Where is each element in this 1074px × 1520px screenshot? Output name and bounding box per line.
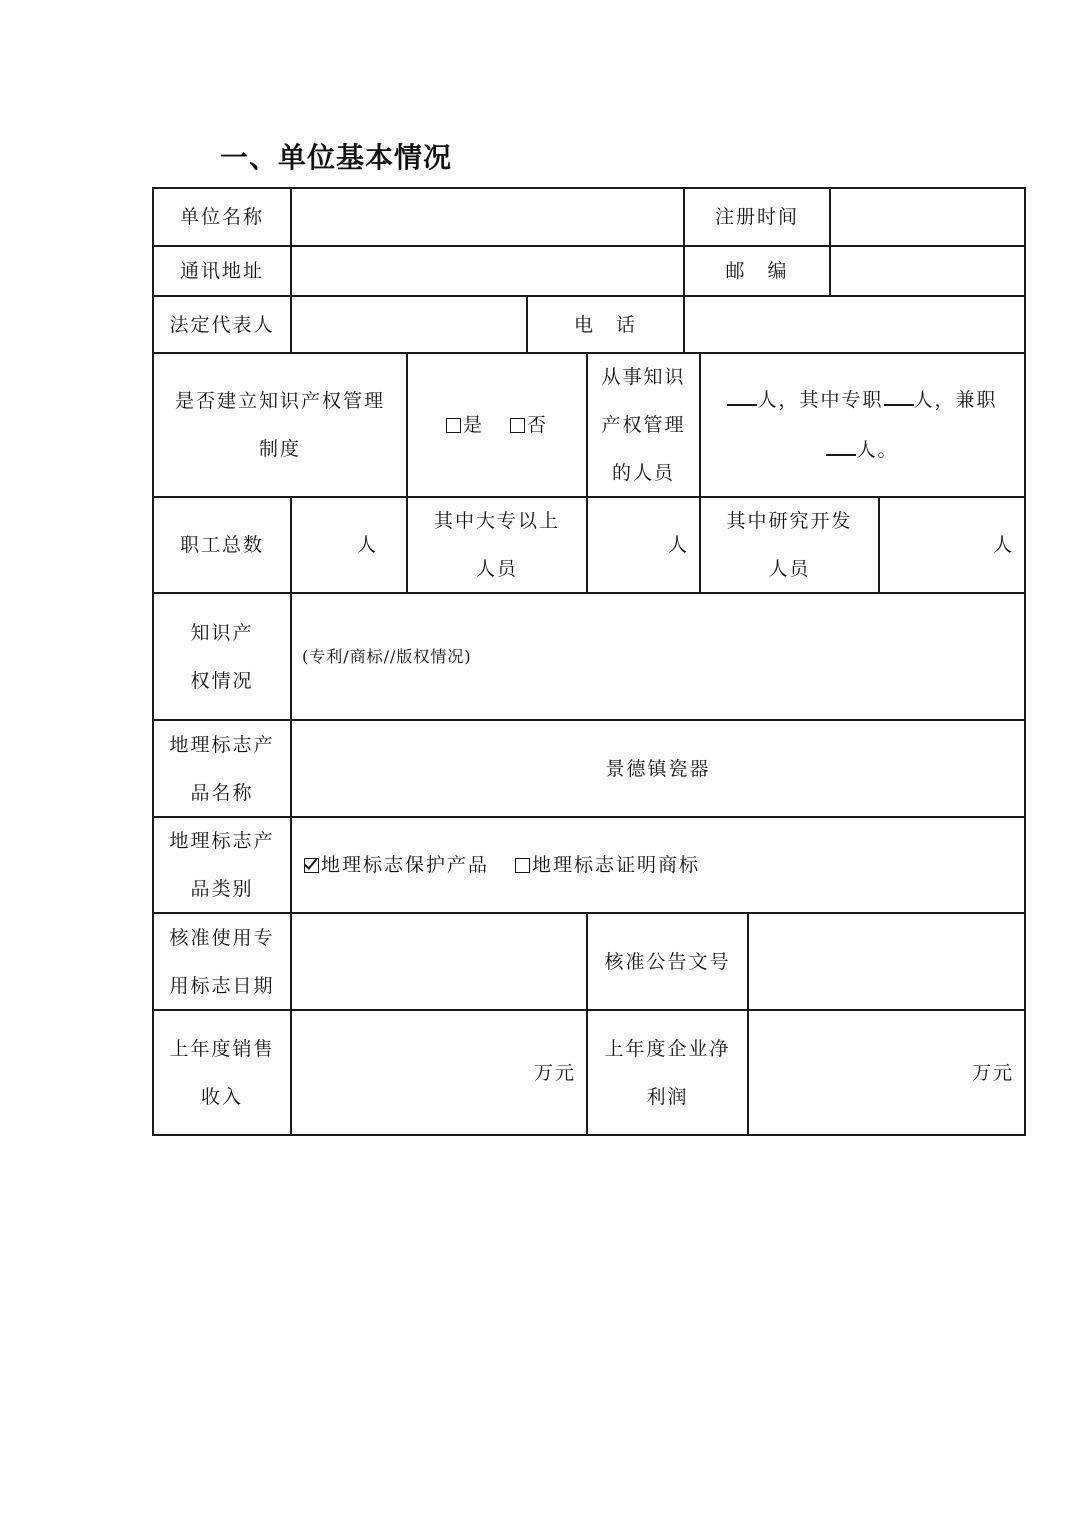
ip-status-field[interactable] <box>290 592 1026 721</box>
rd-staff-label: 其中研究开发人员 <box>699 496 880 594</box>
approval-date-label: 核准使用专用标志日期 <box>152 912 292 1011</box>
rd-staff-field[interactable] <box>878 496 1026 594</box>
wan-yuan-unit: 万元 <box>971 1061 1014 1084</box>
legal-rep-field[interactable] <box>290 295 528 354</box>
person-unit: 人 <box>356 534 378 556</box>
registration-time-field[interactable] <box>829 187 1026 247</box>
ip-status-label: 知识产权情况 <box>152 592 292 721</box>
total-staff-label: 职工总数 <box>152 496 292 594</box>
college-staff-field[interactable] <box>586 496 701 594</box>
phone-label: 电 话 <box>526 295 685 354</box>
announcement-no-field[interactable] <box>747 912 1026 1011</box>
ip-system-label: 是否建立知识产权管理制度 <box>152 352 408 498</box>
unit-name-label: 单位名称 <box>152 187 292 247</box>
checkbox-icon[interactable] <box>515 858 530 873</box>
checkbox-icon[interactable] <box>446 418 461 433</box>
phone-field[interactable] <box>683 295 1026 354</box>
ip-staff-label: 从事知识产权管理的人员 <box>586 352 701 498</box>
gi-protected-option[interactable]: 地理标志保护产品 <box>304 841 489 889</box>
checkbox-icon[interactable] <box>510 418 525 433</box>
total-staff-field[interactable] <box>290 496 408 594</box>
announcement-no-label: 核准公告文号 <box>586 912 749 1011</box>
legal-rep-label: 法定代表人 <box>152 295 292 354</box>
ip-staff-text: 人，其中专职 人，兼职人。 <box>725 375 1000 475</box>
mailing-address-label: 通讯地址 <box>152 245 292 297</box>
ip-staff-parttime-blank[interactable] <box>826 434 856 456</box>
ip-staff-total-blank[interactable] <box>727 384 757 406</box>
gi-product-name-label: 地理标志产品名称 <box>152 719 292 818</box>
unit-name-field[interactable] <box>290 187 685 247</box>
last-year-profit-field[interactable] <box>747 1009 1026 1136</box>
postal-code-label: 邮 编 <box>683 245 831 297</box>
postal-code-field[interactable] <box>829 245 1026 297</box>
ip-system-yes-option[interactable]: 是 <box>446 401 484 449</box>
gi-certified-option[interactable]: 地理标志证明商标 <box>515 841 700 889</box>
wan-yuan-unit: 万元 <box>533 1061 576 1084</box>
ip-system-options <box>406 352 588 498</box>
ip-staff-field <box>699 352 1026 498</box>
section-title: 一、单位基本情况 <box>220 141 453 174</box>
ip-staff-fulltime-blank[interactable] <box>884 384 914 406</box>
gi-product-category-label: 地理标志产品类别 <box>152 816 292 914</box>
person-unit: 人 <box>992 534 1014 556</box>
ip-status-hint: (专利/商标//版权情况) <box>302 646 472 666</box>
gi-product-name-field[interactable] <box>290 719 1026 818</box>
gi-product-name-value: 景德镇瓷器 <box>605 757 711 780</box>
gi-product-category-options <box>290 816 1026 914</box>
approval-date-field[interactable] <box>290 912 588 1011</box>
mailing-address-field[interactable] <box>290 245 685 297</box>
college-staff-label: 其中大专以上人员 <box>406 496 588 594</box>
registration-time-label: 注册时间 <box>683 187 831 247</box>
last-year-sales-field[interactable] <box>290 1009 588 1136</box>
ip-system-no-option[interactable]: 否 <box>510 401 548 449</box>
last-year-sales-label: 上年度销售收入 <box>152 1009 292 1136</box>
checked-checkbox-icon[interactable] <box>304 858 319 873</box>
last-year-profit-label: 上年度企业净利润 <box>586 1009 749 1136</box>
person-unit: 人 <box>667 534 689 556</box>
